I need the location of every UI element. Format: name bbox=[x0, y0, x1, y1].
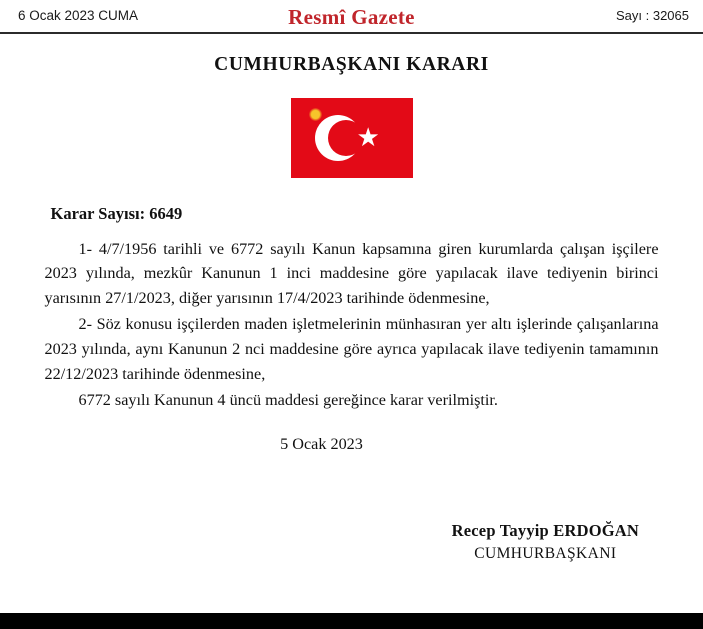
decision-date: 5 Ocak 2023 bbox=[280, 434, 363, 453]
masthead-date: 6 Ocak 2023 CUMA bbox=[18, 7, 139, 23]
signatory-title: CUMHURBAŞKANI bbox=[474, 544, 617, 562]
masthead-issue-number: Sayı : 32065 bbox=[616, 7, 689, 23]
flag-emblem-icon bbox=[309, 108, 322, 121]
masthead-title: Resmî Gazete bbox=[288, 5, 415, 29]
page-title: CUMHURBAŞKANI KARARI bbox=[214, 53, 489, 75]
signature-block bbox=[452, 519, 639, 565]
decision-number: Karar Sayısı: 6649 bbox=[50, 203, 183, 223]
document-body bbox=[45, 178, 659, 454]
paragraph-2: 2- Söz konusu işçilerden maden işletmelerinin münhasıran yer altı işlerinde çalışanlarına 2023 yılında, aynı Kanunun 2 nci maddesine göre ayrıca yapılacak ilave tediyenin tamamının 22/12/2023 tarihinde ödenmesine, bbox=[44, 315, 659, 383]
paragraph-3: 6772 sayılı Kanunun 4 üncü maddesi gereğince karar verilmiştir. bbox=[78, 391, 498, 410]
turkish-flag-icon bbox=[291, 98, 413, 178]
masthead-divider bbox=[0, 32, 703, 34]
bottom-bar bbox=[0, 613, 703, 629]
flag-container bbox=[0, 98, 703, 178]
signatory-name: Recep Tayyip ERDOĞAN bbox=[451, 520, 639, 540]
paragraph-1: 1- 4/7/1956 tarihli ve 6772 sayılı Kanun kapsamına giren kurumlarda çalışan işçilere 2023 yılında, mezkûr Kanunun 1 inci maddesine göre yapılacak ilave tediyenin birinci yarısının 27/1/2023, diğer yarısının 17/4/2023 tarihinde ödenmesine, bbox=[44, 239, 659, 307]
masthead bbox=[0, 0, 703, 30]
